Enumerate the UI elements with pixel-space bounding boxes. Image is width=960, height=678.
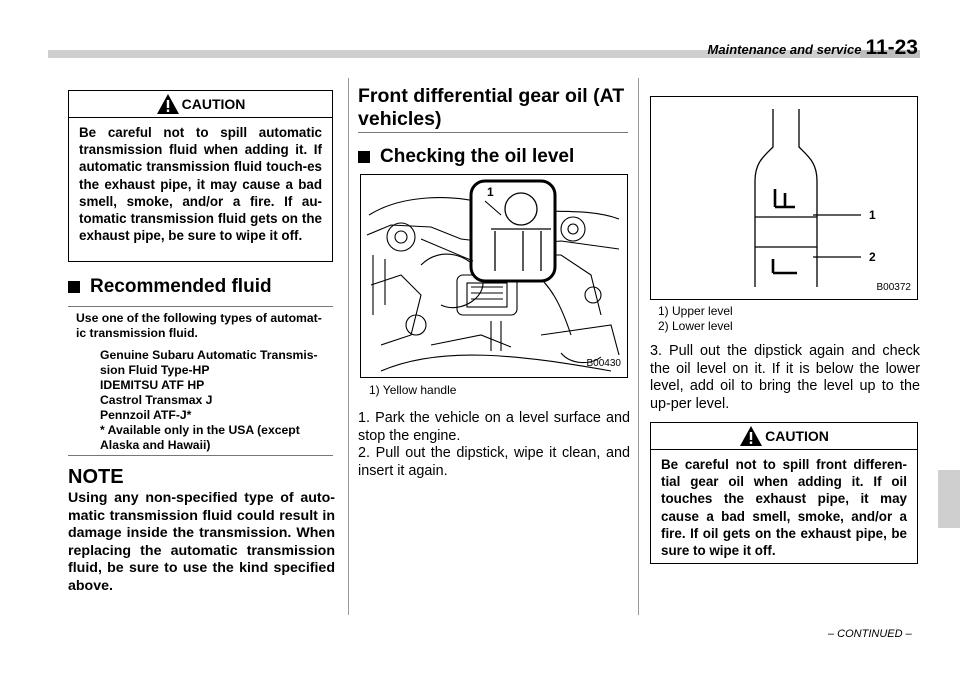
recommended-heading: [68, 276, 272, 298]
section-rule: [358, 132, 628, 133]
recommended-heading-text: Recommended fluid: [90, 276, 272, 297]
caution-text: Be careful not to spill front differen-tial gear oil when adding it. If oil touches the exhaust pipe, it may cause a bad smell, smoke, and/or a fire. If oil gets on the exhaust pipe, be sure to wipe it off.: [661, 457, 907, 559]
page-number: 11-23: [865, 36, 918, 59]
caution-box-left: [68, 90, 333, 262]
figure-callout-number: 1: [487, 185, 494, 199]
figure-caption: 1) Yellow handle: [369, 383, 457, 397]
figure-code: B00430: [586, 358, 621, 369]
checking-heading-text: Checking the oil level: [380, 146, 575, 167]
fluid-item: Pennzoil ATF-J*: [100, 408, 192, 422]
caution-box-right: [650, 422, 918, 564]
note-text: Using any non-specified type of auto-matic transmission fluid could result in damage inside the transmission. When replacing the automatic transmission fluid, be sure to use the kind specified above.: [68, 490, 335, 594]
caution-title: CAUTION: [181, 96, 246, 112]
figure-captions: [658, 304, 733, 334]
step-3: 3. Pull out the dipstick again and check the oil level on it. If it is below the lower level, add oil to bring the level up to the up-per level.: [650, 343, 920, 412]
caution-title: CAUTION: [765, 428, 829, 444]
caution-header: [69, 91, 332, 118]
column-divider: [348, 78, 349, 615]
fluid-item: Genuine Subaru Automatic Transmis-sion Fluid Type-HP: [100, 348, 318, 377]
page-title: Front differential gear oil (AT vehicles): [358, 85, 625, 130]
dipstick-figure: [650, 96, 918, 300]
fluid-item: IDEMITSU ATF HP: [100, 378, 205, 392]
checking-heading: [358, 146, 574, 168]
engine-illustration: [361, 175, 627, 377]
warning-icon: [156, 93, 180, 115]
caution-header: [651, 423, 917, 450]
section-title: Maintenance and service: [707, 42, 862, 57]
warning-icon: [739, 425, 763, 447]
continued-label: – CONTINUED –: [828, 628, 912, 640]
square-bullet-icon: [358, 151, 370, 163]
column-divider: [638, 78, 639, 615]
figure-caption: 1) Upper level: [658, 304, 733, 318]
figure-code: B00372: [876, 282, 911, 293]
level-label: 1: [869, 208, 876, 222]
fluid-item: Castrol Transmax J: [100, 393, 213, 407]
caution-text: Be careful not to spill automatic transmission fluid when adding it. If automatic transmission fluid touch-es the exhaust pipe, it may cause a bad smell, smoke, and/or a fire. If au-tomatic transmission fluid gets on the exhaust pipe, be sure to wipe it off.: [79, 125, 322, 244]
page-header: [708, 36, 918, 60]
fluid-list: [100, 348, 331, 453]
figure-caption: 2) Lower level: [658, 319, 733, 333]
section-rule: [68, 306, 333, 307]
section-rule: [68, 455, 333, 456]
dipstick-illustration: [651, 97, 917, 299]
square-bullet-icon: [68, 281, 80, 293]
note-title: NOTE: [68, 466, 124, 488]
step-item: 1. Park the vehicle on a level surface and stop the engine.: [358, 410, 630, 444]
fluid-footnote: * Available only in the USA (except Alaska and Hawaii): [100, 423, 300, 452]
chapter-tab: [938, 470, 960, 528]
level-label: 2: [869, 250, 876, 264]
step-list: [358, 410, 630, 480]
step-item: 2. Pull out the dipstick, wipe it clean, and insert it again.: [358, 445, 630, 479]
engine-figure: [360, 174, 628, 378]
recommended-intro: Use one of the following types of automat-ic transmission fluid.: [76, 311, 322, 340]
